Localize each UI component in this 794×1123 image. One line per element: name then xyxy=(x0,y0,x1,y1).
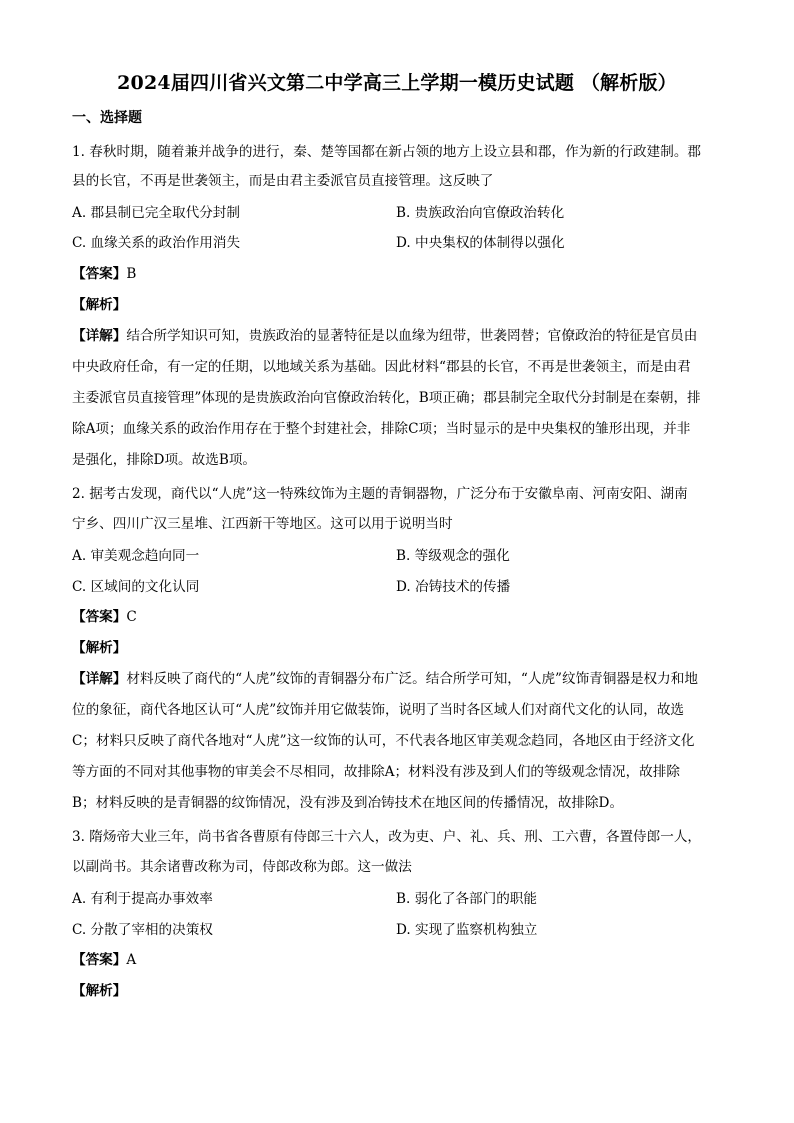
detail-label: 【详解】 xyxy=(72,328,127,344)
detail-text: 结合所学知识可知，贵族政治的显著特征是以血缘为纽带，世袭罔替；官僚政治的特征是官员由 xyxy=(126,328,698,344)
detail-label: 【详解】 xyxy=(72,671,127,687)
q3-option-a: A. 有利于提高办事效率 xyxy=(72,891,213,907)
q3-stem-line-2: 以副尚书。其余诸曹改称为司，侍郎改称为郎。这一做法 xyxy=(72,859,412,875)
q2-option-c: C. 区域间的文化认同 xyxy=(72,579,200,595)
q1-detail-line-3: 主委派官员直接管理”体现的是贵族政治向官僚政治转化，B项正确；郡县制完全取代分封制是在秦朝，排 xyxy=(72,390,701,406)
answer-value: B xyxy=(126,266,137,282)
q3-option-d: D. 实现了监察机构独立 xyxy=(396,922,538,938)
q1-detail-line-1 xyxy=(72,326,722,346)
q1-option-d: D. 中央集权的体制得以强化 xyxy=(396,235,565,251)
q2-detail-line-5: B；材料反映的是青铜器的纹饰情况，没有涉及到冶铸技术在地区间的传播情况，故排除D。 xyxy=(72,795,624,811)
q2-answer xyxy=(72,607,137,627)
q1-option-c: C. 血缘关系的政治作用消失 xyxy=(72,235,241,251)
page-title: 2024届四川省兴文第二中学高三上学期一模历史试题 （解析版） xyxy=(117,72,677,94)
q2-detail-line-4: 等方面的不同对其他事物的审美会不尽相同，故排除A；材料没有涉及到人们的等级观念情况，故排除 xyxy=(72,764,680,780)
analysis-label: 【解析】 xyxy=(72,983,127,999)
answer-label: 【答案】 xyxy=(72,609,127,625)
q2-detail-line-1 xyxy=(72,669,722,689)
q1-answer xyxy=(72,264,136,284)
q3-stem-line-1: 3. 隋炀帝大业三年，尚书省各曹原有侍郎三十六人，改为吏、户、礼、兵、刑、工六曹，各置侍郎一人， xyxy=(72,829,702,845)
q2-option-d: D. 冶铸技术的传播 xyxy=(396,579,511,595)
answer-label: 【答案】 xyxy=(72,952,127,968)
q2-stem-line-2: 宁乡、四川广汉三星堆、江西新干等地区。这可以用于说明当时 xyxy=(72,516,453,532)
answer-label: 【答案】 xyxy=(72,266,127,282)
q3-answer xyxy=(72,950,136,970)
q1-option-a: A. 郡县制已完全取代分封制 xyxy=(72,205,240,221)
q1-detail-line-2: 中央政府任命，有一定的任期，以地域关系为基础。因此材料“郡县的长官，不再是世袭领主，而是由君 xyxy=(72,359,691,375)
q1-option-b: B. 贵族政治向官僚政治转化 xyxy=(396,205,565,221)
q1-stem-line-2: 县的长官，不再是世袭领主，而是由君主委派官员直接管理。这反映了 xyxy=(72,173,494,189)
q2-detail-line-2: 位的象征，商代各地区认可“人虎”纹饰并用它做装饰，说明了当时各区域人们对商代文化的认同，故选 xyxy=(72,702,685,718)
detail-text: 材料反映了商代的“人虎”纹饰的青铜器分布广泛。结合所学可知，“人虎”纹饰青铜器是权力和地 xyxy=(126,671,698,687)
q2-option-b: B. 等级观念的强化 xyxy=(396,548,510,564)
q1-detail-line-5: 是强化，排除D项。故选B项。 xyxy=(72,452,257,468)
analysis-label: 【解析】 xyxy=(72,640,127,656)
q3-analysis-label xyxy=(72,981,126,1001)
q1-detail-line-4: 除A项；血缘关系的政治作用存在于整个封建社会，排除C项；当时显示的是中央集权的雏形出现，并非 xyxy=(72,421,691,437)
answer-value: C xyxy=(126,609,137,625)
q2-option-a: A. 审美观念趋向同一 xyxy=(72,548,200,564)
q3-option-b: B. 弱化了各部门的职能 xyxy=(396,891,537,907)
q3-option-c: C. 分散了宰相的决策权 xyxy=(72,922,213,938)
q2-detail-line-3: C；材料只反映了商代各地对“人虎”这一纹饰的认可，不代表各地区审美观念趋同，各地区由于经济文化 xyxy=(72,733,695,749)
q2-analysis-label xyxy=(72,638,126,658)
q2-stem-line-1: 2. 据考古发现，商代以“人虎”这一特殊纹饰为主题的青铜器物，广泛分布于安徽阜南、河南安阳、湖南 xyxy=(72,486,688,502)
q1-analysis-label xyxy=(72,295,126,315)
answer-value: A xyxy=(126,952,137,968)
analysis-label: 【解析】 xyxy=(72,297,127,313)
q1-stem-line-1: 1. 春秋时期，随着兼并战争的进行，秦、楚等国都在新占领的地方上设立县和郡，作为新的行政建制。郡 xyxy=(72,144,702,160)
section-heading: 一、选择题 xyxy=(72,110,142,126)
